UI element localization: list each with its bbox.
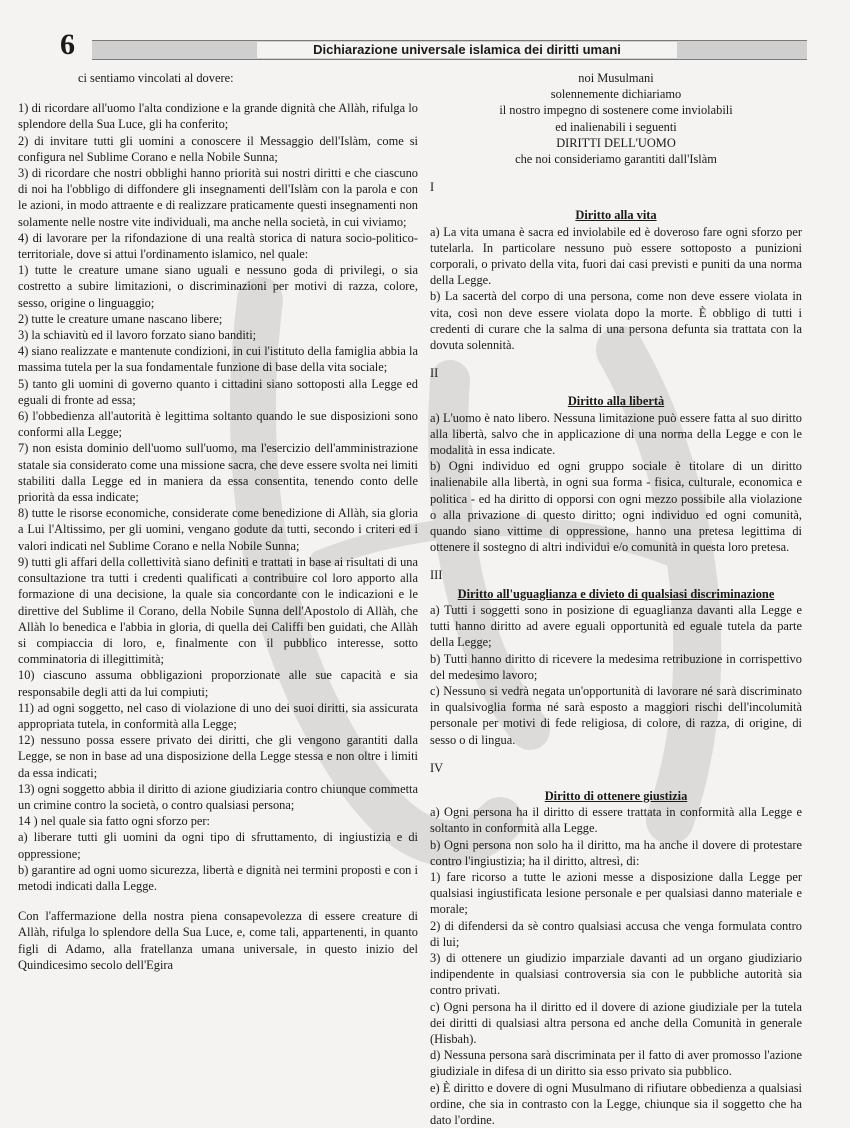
paragraph: ci sentiamo vincolati al dovere: xyxy=(78,71,234,85)
paragraph: b) Ogni persona non solo ha il diritto, ma ha anche il dovere di protestare contro l'ingiustizia; ha il diritto, altresì, di: xyxy=(430,837,802,868)
paragraph: a) liberare tutti gli uomini da ogni tipo di sfruttamento, di ingiustizia e di oppressione; xyxy=(18,830,418,861)
paragraph: 1) fare ricorso a tutte le azioni messe a disposizione dalla Legge per qualsiasi ingiustificata lesione personale e per qualsiasi danno materiale e morale; xyxy=(430,869,802,917)
preamble-line: solennemente dichiariamo xyxy=(550,87,682,102)
paragraph: a) L'uomo è nato libero. Nessuna limitazione può essere fatta al suo diritto alla libertà, salvo che in applicazione di una norma della Legge e con le modalità in essa indicate. xyxy=(430,410,802,458)
section-numeral: I xyxy=(430,180,435,195)
paragraph: d) Nessuna persona sarà discriminata per il fatto di aver promosso l'azione giudiziale in difesa di un diritto sia esso privato sia pubblico. xyxy=(430,1048,802,1079)
paragraph: a) La vita umana è sacra ed inviolabile ed è doveroso fare ogni sforzo per tutelarla. In particolare nessuno può essere sottoposto a punizioni corporali, o privato della vita, fuori dai casi previsti e puniti da una norma della Legge. xyxy=(430,224,802,288)
preamble-line: il nostro impegno di sostenere come inviolabili xyxy=(499,103,733,118)
preamble-line: DIRITTI DELL'UOMO xyxy=(556,135,676,150)
section-title: Diritto alla libertà xyxy=(567,394,665,409)
preamble-line: noi Musulmani xyxy=(578,71,654,85)
paragraph: 9) tutti gli affari della collettività siano definiti e trattati in base ai risultati di una consultazione tra tutti i credenti qualificati a contribuire col loro apporto alla formazione di una decisione, la quale sia concordante con le indicazioni e le direttive del Sublime il Corano, della Nobile Sunna dell'Apostolo di Allàh, che Allàh lo benedica e l'abbia in gloria, di quella dei Califfi ben guidati, che Allàh si compiaccia di loro, e, finalmente con il pubblico interesse, sotto comminatoria di illegittimità; xyxy=(18,554,418,667)
paragraph: 11) ad ogni soggetto, nel caso di violazione di uno dei suoi diritti, sia assicurata appropriata tutela, in conformità alla Legge; xyxy=(18,700,418,731)
page-number: 6 xyxy=(60,28,75,61)
right-column xyxy=(430,70,802,1128)
left-column xyxy=(18,70,418,973)
paragraph: 5) tanto gli uomini di governo quanto i cittadini siano sottoposti alla Legge ed eguali di fronte ad essa; xyxy=(18,376,418,407)
paragraph: b) Tutti hanno diritto di ricevere la medesima retribuzione in corrispettivo del medesimo lavoro; xyxy=(430,651,802,682)
paragraph: 1) di ricordare all'uomo l'alta condizione e la grande dignità che Allàh, rifulga lo splendore della Sua Luce, gli ha conferito; xyxy=(18,101,418,132)
paragraph: 12) nessuno possa essere privato dei diritti, che gli vengono garantiti dalla Legge, se non in base ad una disposizione della Legge stessa e non oltre i limiti da essa indicati; xyxy=(18,733,418,780)
paragraph: 13) ogni soggetto abbia il diritto di azione giudiziaria contro chiunque commetta un crimine contro la società, o contro qualsiasi persona; xyxy=(18,781,418,812)
section-numeral: III xyxy=(430,568,443,583)
paragraph: 14 ) nel quale sia fatto ogni sforzo per: xyxy=(18,814,210,829)
paragraph: 2) tutte le creature umane nascano libere; xyxy=(18,311,223,326)
paragraph: a) Tutti i soggetti sono in posizione di eguaglianza davanti alla Legge e tutti hanno diritto ad avere eguali opportunità ed eguale tutela da parte della Legge; xyxy=(430,602,802,650)
section-numeral: IV xyxy=(430,760,444,775)
preamble-line: che noi consideriamo garantiti dall'Islàm xyxy=(515,152,717,167)
paragraph: 2) di difendersi da sè contro qualsiasi accusa che venga formulata contro di lui; xyxy=(430,918,802,949)
paragraph: b) La sacertà del corpo di una persona, come non deve essere violata in vita, così non deve essere violata dopo la morte. È obbligo di tutti i credenti di curare che la salma di una persona defunta sia trattata con la dovuta solennità. xyxy=(430,289,802,353)
paragraph: Con l'affermazione della nostra piena consapevolezza di essere creature di Allàh, rifulga lo splendore della Sua Luce, e, come tali, appartenenti, in quanto figli di Adamo, alla fratellanza umana universale, in questo inizio del Quindicesimo secolo dell'Egira xyxy=(18,909,418,972)
paragraph: 6) l'obbedienza all'autorità è legittima soltanto quando le sue disposizioni sono conformi alla Legge; xyxy=(18,409,418,440)
section-title: Diritto di ottenere giustizia xyxy=(544,788,688,803)
paragraph: 1) tutte le creature umane siano uguali e nessuno goda di privilegi, o sia costretto a subire limitazioni, o discriminazioni per motivi di razza, colore, sesso, origine o linguaggio; xyxy=(18,263,418,310)
paragraph: a) Ogni persona ha il diritto di essere trattata in conformità alla Legge e soltanto in conformità alla Legge. xyxy=(430,805,802,836)
section-title: Diritto alla vita xyxy=(575,208,657,223)
running-header-bar xyxy=(92,40,807,60)
paragraph: 7) non esista dominio dell'uomo sull'uomo, ma l'esercizio dell'amministrazione statale sia considerato come una missione sacra, che deve essere svolta nei limiti stabiliti dalla Legge ed in maniera da essa consentita, tenendo conto delle priorità da essa indicate; xyxy=(18,441,418,505)
paragraph: 4) di lavorare per la rifondazione di una realtà storica di natura socio-politico-territoriale, dove si attui l'ordinamento islamico, nel quale: xyxy=(18,230,418,262)
paragraph: b) Ogni individuo ed ogni gruppo sociale è titolare di un diritto inalienabile alla libertà, in ogni sua forma - fisica, culturale, economica e politica - ed ha diritto di opporsi con ogni mezzo possibile alla violazione o alla privazione di questo diritto; ogni individuo ed ogni comunità, quando siano vittime di oppressione, hanno una pretesa legittima di ottenere il sostegno di altri individui e/o comunità in questa loro pretesa. xyxy=(430,459,802,555)
paragraph: 3) di ricordare che nostri obblighi hanno priorità sui nostri diritti e che ciascuno di noi ha l'obbligo di diffondere gli insegnamenti dell'Islàm con la parola e con le azioni, in modo attraente e di realizzare praticamente questi insegnamenti non solamente nelle nostre vite individuali, ma anche nella società, in cui viviamo; xyxy=(18,166,418,229)
paragraph: 2) di invitare tutti gli uomini a conoscere il Messaggio dell'Islàm, come si configura nel Sublime Corano e nella Nobile Sunna; xyxy=(18,133,418,164)
section-title: Diritto all'uguaglianza e divieto di qualsiasi discriminazione xyxy=(457,586,775,601)
running-title: Dichiarazione universale islamica dei diritti umani xyxy=(257,42,677,58)
paragraph: c) Nessuno si vedrà negata un'opportunità di lavorare né sarà discriminato in qualsivoglia forma né sarà esposto a maggiori rischi dell'incolumità personale per motivi di fede religiosa, di colore, di razza, di origine, di sesso o di lingua. xyxy=(430,683,802,747)
paragraph: 10) ciascuno assuma obbligazioni proporzionate alle sue capacità e sia responsabile degli atti da lui compiuti; xyxy=(18,668,418,699)
paragraph: c) Ogni persona ha il diritto ed il dovere di azione giudiziale per la tutela dei diritti di qualsiasi altra persona ed anche della Comunità in generale (Hisbah). xyxy=(430,999,802,1046)
paragraph: b) garantire ad ogni uomo sicurezza, libertà e dignità nei termini proposti e con i metodi indicati dalla Legge. xyxy=(18,862,418,893)
paragraph: 4) siano realizzate e mantenute condizioni, in cui l'istituto della famiglia abbia la massima tutela per la sua fondamentale funzione di base della vita sociale; xyxy=(18,344,418,375)
preamble-line: ed inalienabili i seguenti xyxy=(555,119,677,134)
paragraph: 3) di ottenere un giudizio imparziale davanti ad un organo giudiziario indipendente in qualsiasi controversia sia con le pubbliche autorità sia contro privati. xyxy=(430,950,802,998)
paragraph: e) È diritto e dovere di ogni Musulmano di rifiutare obbedienza a qualsiasi ordine, che sia in contrasto con la Legge, chiunque sia il soggetto che ha dato l'ordine. xyxy=(430,1080,802,1127)
paragraph: 3) la schiavitù ed il lavoro forzato siano banditi; xyxy=(18,328,257,343)
paragraph: 8) tutte le risorse economiche, considerate come benedizione di Allàh, sia gloria a Lui l'Altissimo, per gli uomini, vengano godute da tutti, secondo i criteri ed i valori indicati nel Sublime Corano e nella Nobile Sunna; xyxy=(18,506,418,553)
section-numeral: II xyxy=(430,366,439,381)
